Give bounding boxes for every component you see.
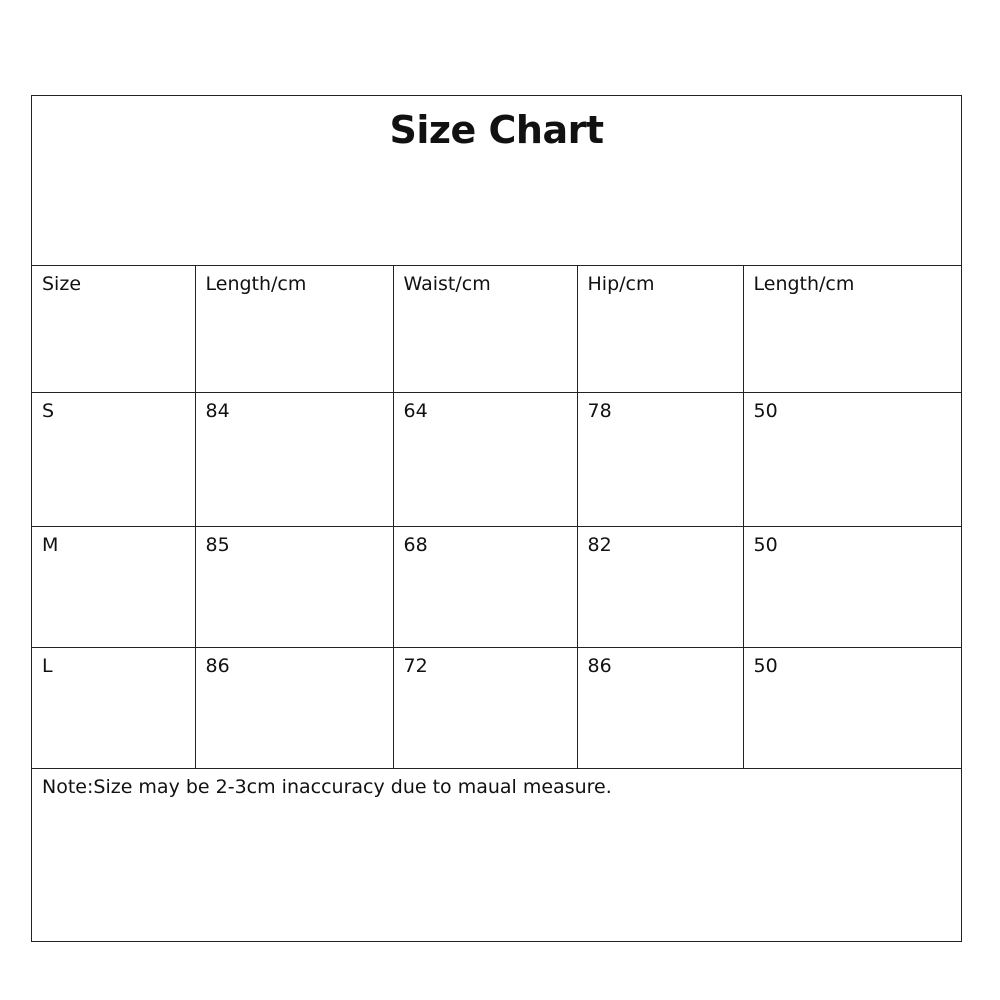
table-cell: 50 [743, 647, 961, 768]
table-row [32, 392, 961, 526]
table-header-row [32, 266, 961, 392]
header-cell-length-2: Length/cm [743, 266, 961, 392]
table-cell: 50 [743, 526, 961, 647]
table-cell: 64 [393, 392, 577, 526]
table-cell: 85 [195, 526, 393, 647]
table-cell: S [32, 392, 195, 526]
table-row [32, 647, 961, 768]
table-cell: 50 [743, 392, 961, 526]
header-cell-size: Size [32, 266, 195, 392]
table-cell: 82 [577, 526, 743, 647]
size-chart-sheet [31, 95, 962, 942]
table-cell: 68 [393, 526, 577, 647]
table-cell: 78 [577, 392, 743, 526]
table-cell: 72 [393, 647, 577, 768]
size-table [32, 266, 961, 769]
table-cell: L [32, 647, 195, 768]
table-row [32, 526, 961, 647]
header-cell-waist: Waist/cm [393, 266, 577, 392]
note-area [32, 768, 961, 941]
table-cell: 84 [195, 392, 393, 526]
header-cell-hip: Hip/cm [577, 266, 743, 392]
table-cell: 86 [195, 647, 393, 768]
note-text: Note:Size may be 2-3cm inaccuracy due to maual measure. [42, 776, 612, 798]
chart-title: Size Chart [389, 108, 604, 152]
table-cell: 86 [577, 647, 743, 768]
table-cell: M [32, 526, 195, 647]
title-area [32, 96, 961, 266]
header-cell-length: Length/cm [195, 266, 393, 392]
